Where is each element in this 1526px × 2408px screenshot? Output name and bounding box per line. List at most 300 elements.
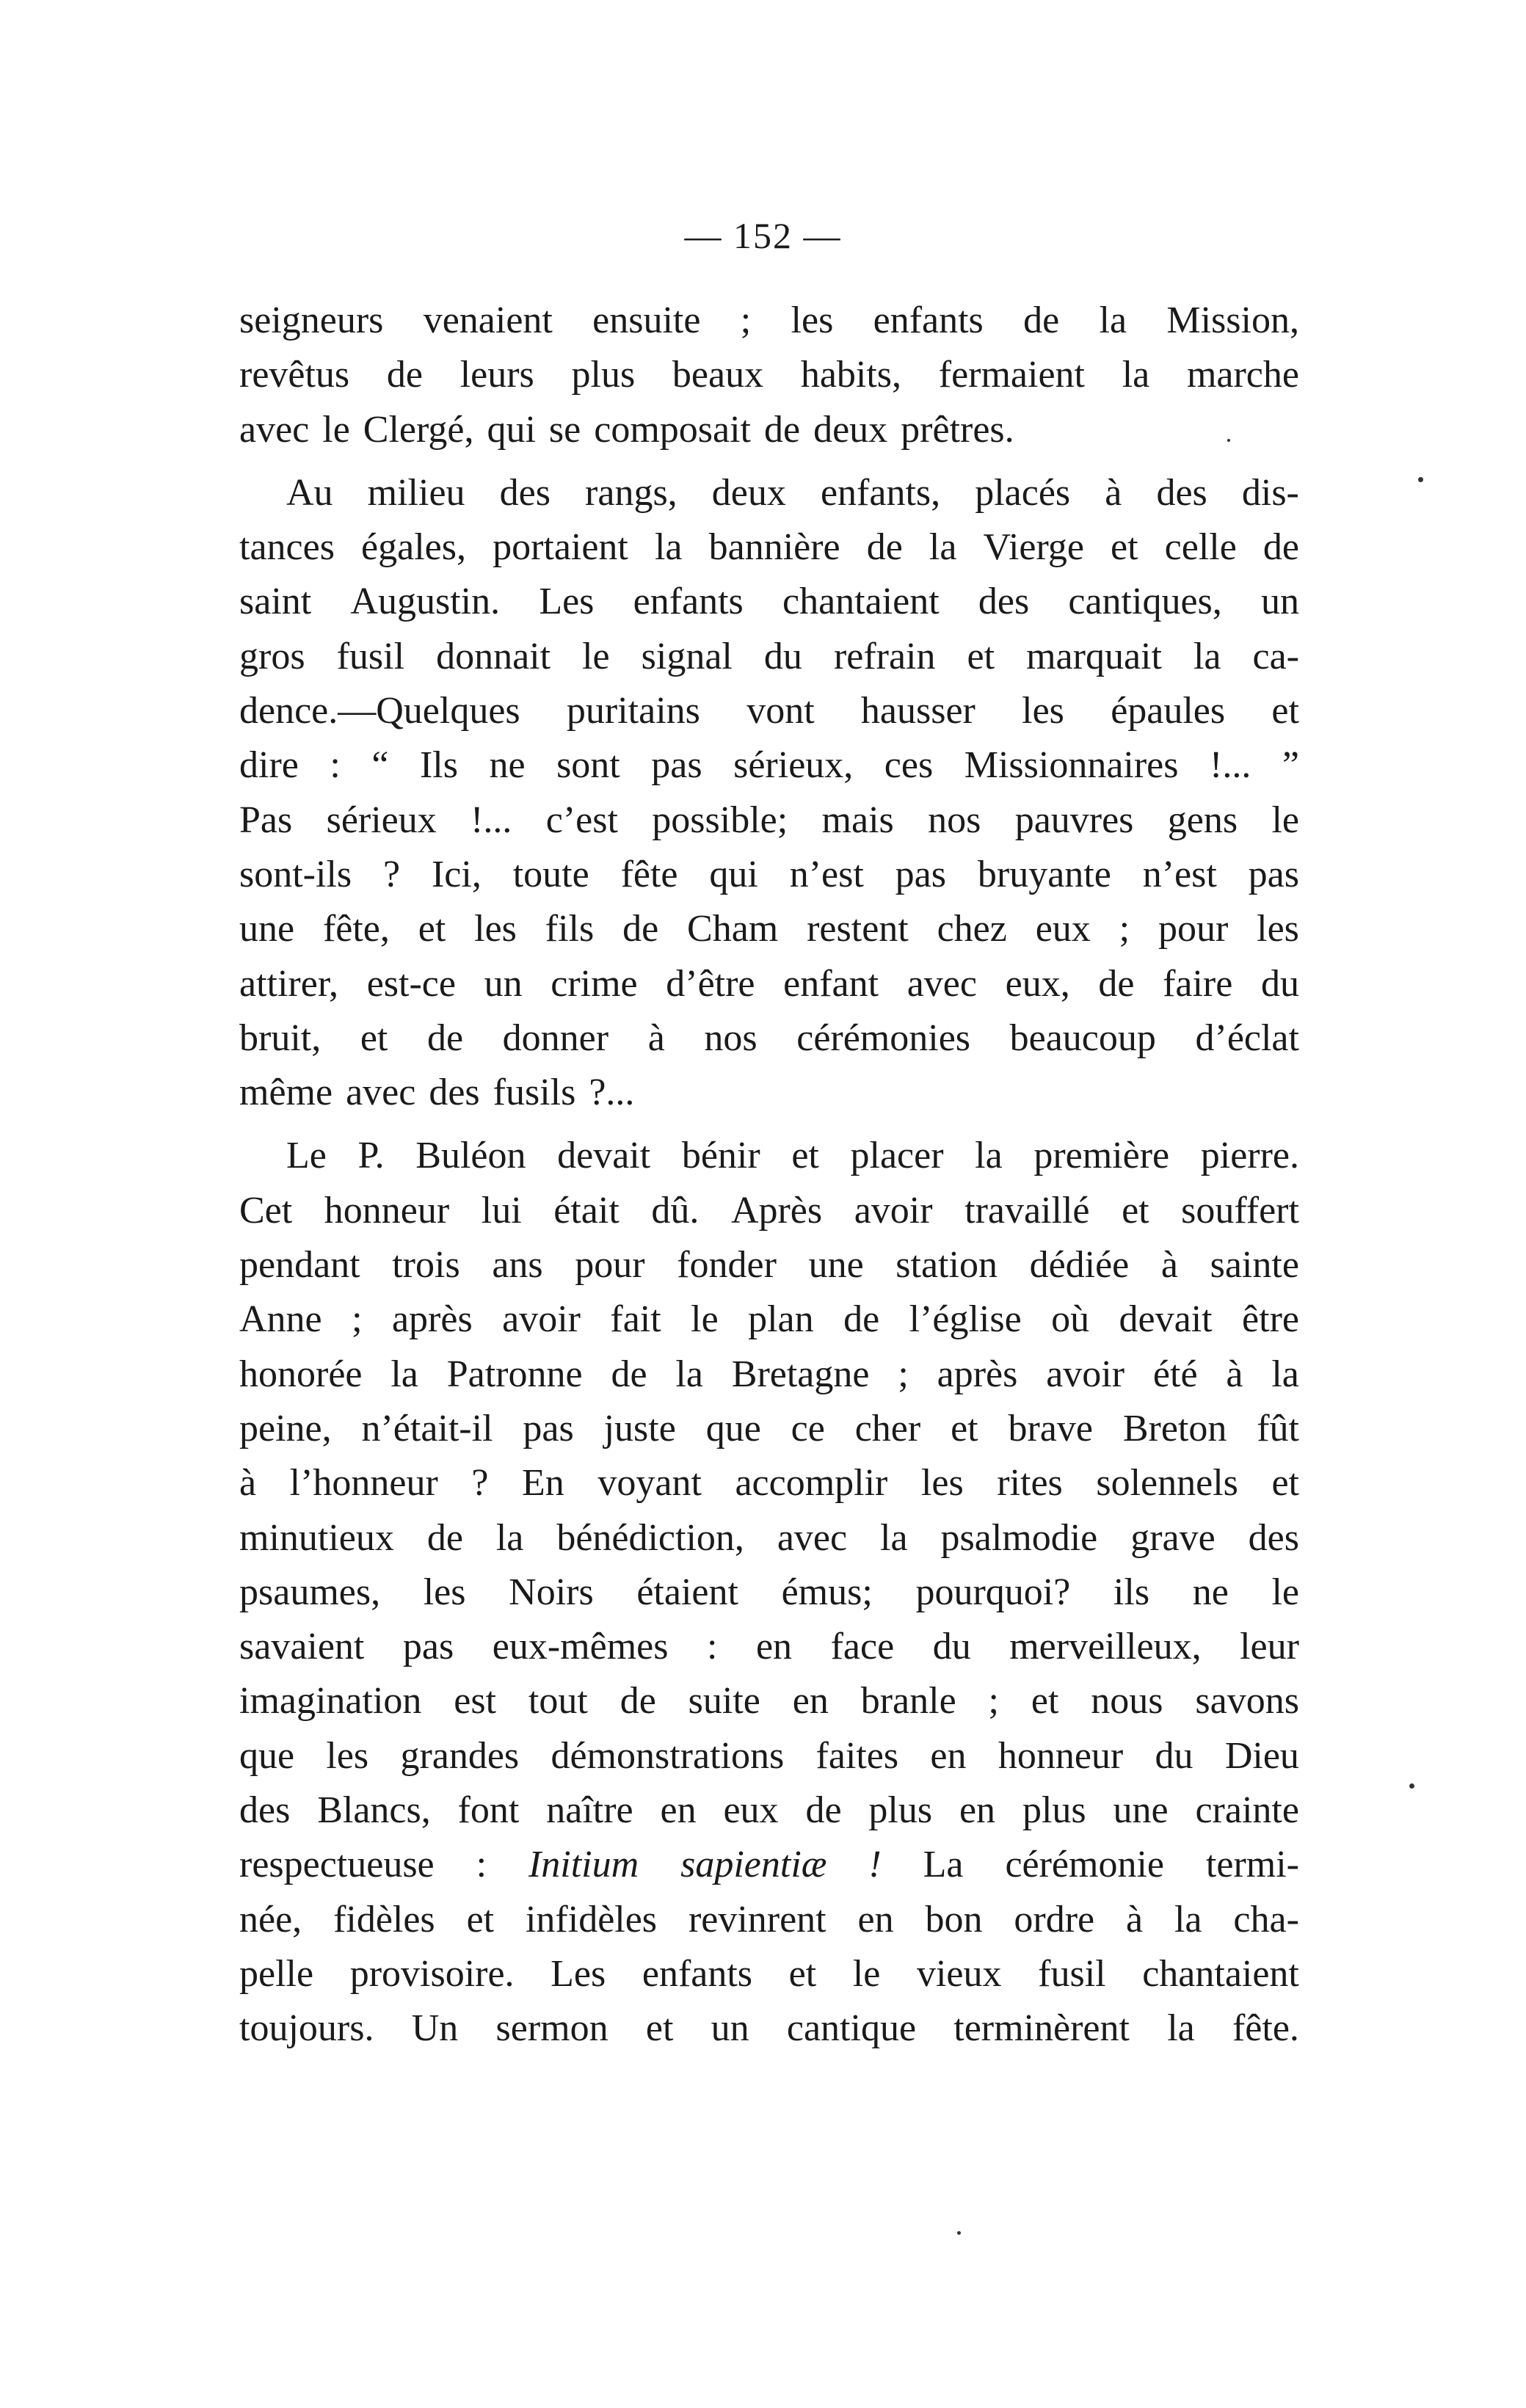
word: pas bbox=[523, 1407, 574, 1449]
word: la bbox=[1122, 354, 1150, 396]
word: faire bbox=[1163, 962, 1233, 1005]
word: c’est bbox=[545, 799, 618, 841]
word: et bbox=[1122, 1189, 1149, 1232]
word: de bbox=[426, 1016, 464, 1059]
word: ordre bbox=[1014, 1898, 1095, 1940]
word: plus bbox=[1022, 1789, 1086, 1832]
word: Anne bbox=[239, 1298, 322, 1341]
word: tances bbox=[239, 526, 335, 569]
word: sérieux, bbox=[733, 744, 854, 787]
word: et bbox=[791, 1135, 819, 1177]
word: fût bbox=[1257, 1407, 1299, 1449]
word: chantaient bbox=[782, 581, 940, 623]
word: portaient bbox=[493, 526, 628, 569]
word: de bbox=[763, 408, 801, 451]
word: à bbox=[647, 1016, 665, 1059]
text-line bbox=[239, 1129, 1299, 1183]
word: travaillé bbox=[964, 1189, 1090, 1232]
word: la bbox=[880, 1516, 908, 1559]
text-line bbox=[239, 1456, 1299, 1510]
word: émus; bbox=[781, 1571, 873, 1613]
word: station bbox=[895, 1244, 998, 1287]
word: ne bbox=[1192, 1571, 1229, 1613]
word: placer bbox=[850, 1135, 944, 1177]
word: deux bbox=[711, 471, 786, 514]
word: bénédiction, bbox=[556, 1516, 744, 1559]
word: la bbox=[975, 1135, 1003, 1177]
word: brave bbox=[1008, 1407, 1093, 1449]
word: ensuite bbox=[592, 299, 701, 341]
word: marquait bbox=[1026, 635, 1162, 677]
word: Le bbox=[286, 1135, 327, 1177]
word: termi- bbox=[1205, 1844, 1299, 1886]
word: en bbox=[660, 1789, 697, 1832]
word: chez bbox=[937, 908, 1007, 950]
word: un bbox=[484, 962, 523, 1005]
word: et bbox=[1031, 1680, 1059, 1723]
word: fils bbox=[545, 908, 595, 950]
word: cher bbox=[854, 1407, 921, 1449]
word: provisoire. bbox=[349, 1952, 515, 1995]
word: Buléon bbox=[415, 1135, 526, 1177]
word: n’est bbox=[1142, 853, 1217, 895]
word: et bbox=[360, 1016, 388, 1059]
word: en bbox=[792, 1680, 829, 1723]
word: possible; bbox=[652, 799, 788, 841]
word: être bbox=[1242, 1298, 1299, 1341]
word: placés bbox=[975, 471, 1071, 514]
word: habits, bbox=[800, 354, 902, 396]
word: prêtres. bbox=[901, 408, 1014, 451]
word: égales, bbox=[361, 526, 466, 569]
text-line bbox=[239, 348, 1299, 402]
word: deux bbox=[813, 408, 888, 451]
word: à bbox=[1126, 1898, 1144, 1940]
word: avoir bbox=[1046, 1353, 1125, 1395]
word: pierre. bbox=[1200, 1135, 1299, 1177]
word: Clergé, bbox=[363, 408, 474, 451]
word: la bbox=[675, 1353, 703, 1395]
word: pourquoi? bbox=[915, 1571, 1071, 1613]
text-line bbox=[239, 848, 1299, 902]
word: leur bbox=[1240, 1626, 1299, 1668]
word: ces bbox=[884, 744, 934, 787]
word: pour bbox=[1158, 908, 1229, 950]
word: que bbox=[239, 1734, 295, 1777]
word: eux bbox=[723, 1789, 779, 1832]
word: enfants bbox=[633, 581, 744, 623]
word: du bbox=[1155, 1734, 1193, 1777]
word: devait bbox=[557, 1135, 651, 1177]
word: souffert bbox=[1181, 1189, 1299, 1232]
word: à bbox=[1226, 1353, 1243, 1395]
word: l’honneur bbox=[289, 1462, 438, 1505]
word: de bbox=[620, 1680, 656, 1723]
word: P. bbox=[357, 1135, 385, 1177]
word: sont bbox=[556, 744, 620, 787]
word: gros bbox=[239, 635, 305, 677]
text-line bbox=[239, 1066, 1299, 1120]
word: ils bbox=[1113, 1571, 1150, 1613]
word: faites bbox=[815, 1734, 899, 1777]
word: les bbox=[920, 1462, 964, 1505]
word: des bbox=[978, 581, 1030, 623]
word: Missionnaires bbox=[964, 744, 1179, 787]
word: beaux bbox=[672, 354, 764, 396]
word: n’était-il bbox=[361, 1407, 493, 1449]
word: beaucoup bbox=[1009, 1016, 1156, 1059]
word: cantiques, bbox=[1068, 581, 1222, 623]
word: l’église bbox=[909, 1298, 1022, 1341]
word: fait bbox=[610, 1298, 661, 1341]
word: le bbox=[1271, 1571, 1299, 1613]
word: le bbox=[852, 1952, 881, 1995]
print-speck bbox=[1409, 1783, 1414, 1789]
word: Noirs bbox=[509, 1571, 594, 1613]
word: la bbox=[1099, 299, 1127, 341]
word: minutieux bbox=[239, 1516, 394, 1559]
word: la bbox=[929, 526, 957, 569]
word: qui bbox=[709, 853, 758, 895]
word: bannière bbox=[708, 526, 840, 569]
word: la bbox=[495, 1516, 524, 1559]
word: fusils bbox=[493, 1072, 576, 1114]
word: fête, bbox=[322, 908, 390, 950]
print-speck bbox=[957, 2231, 961, 2235]
word: avoir bbox=[854, 1189, 933, 1232]
word: la bbox=[1193, 635, 1221, 677]
word: une bbox=[1113, 1789, 1169, 1832]
word: psaumes, bbox=[239, 1571, 381, 1613]
text-line bbox=[239, 684, 1299, 738]
word: et bbox=[645, 2007, 674, 2050]
word: nos bbox=[704, 1016, 757, 1059]
text-line bbox=[239, 1347, 1299, 1402]
text-line bbox=[239, 630, 1299, 684]
word: des bbox=[429, 1072, 480, 1114]
word: nous bbox=[1091, 1680, 1163, 1723]
word: ans bbox=[492, 1244, 543, 1287]
word: Au bbox=[286, 471, 333, 514]
word: de bbox=[1098, 962, 1135, 1005]
text-line bbox=[239, 793, 1299, 848]
word: et bbox=[418, 908, 446, 950]
word: du bbox=[763, 635, 802, 677]
word: en bbox=[959, 1789, 996, 1832]
word: la bbox=[654, 526, 683, 569]
word: ; bbox=[740, 299, 752, 341]
word: ; bbox=[352, 1298, 363, 1341]
word: venaient bbox=[423, 299, 553, 341]
word: savons bbox=[1195, 1680, 1299, 1723]
word: la bbox=[1167, 2007, 1195, 2050]
word: Un bbox=[411, 2007, 459, 2050]
word: enfants, bbox=[820, 471, 941, 514]
word: tout bbox=[528, 1680, 588, 1723]
word: crainte bbox=[1195, 1789, 1299, 1832]
word: de bbox=[622, 908, 659, 950]
word: avec bbox=[346, 1072, 416, 1114]
word: juste bbox=[603, 1407, 676, 1449]
word: fête bbox=[620, 853, 678, 895]
word: grave bbox=[1130, 1516, 1216, 1559]
text-line bbox=[239, 902, 1299, 956]
print-speck bbox=[1418, 477, 1423, 482]
word: marche bbox=[1186, 354, 1299, 396]
word: seigneurs bbox=[239, 299, 384, 341]
word: les bbox=[326, 1734, 369, 1777]
word: mais bbox=[821, 799, 894, 841]
word: ca- bbox=[1252, 635, 1299, 677]
word: est-ce bbox=[366, 962, 456, 1005]
word: pas bbox=[1248, 853, 1299, 895]
word: les bbox=[791, 299, 834, 341]
word: avec bbox=[906, 962, 977, 1005]
word: avec bbox=[777, 1516, 848, 1559]
word: des bbox=[239, 1789, 291, 1832]
word: en bbox=[930, 1734, 967, 1777]
word: à bbox=[239, 1462, 257, 1505]
word: honneur bbox=[998, 1734, 1124, 1777]
word: ; bbox=[898, 1353, 909, 1395]
word: donnait bbox=[436, 635, 551, 677]
word: Les bbox=[539, 581, 595, 623]
word: épaules bbox=[1111, 690, 1226, 732]
word: des bbox=[499, 471, 551, 514]
text-line bbox=[239, 520, 1299, 575]
word: revêtus bbox=[239, 354, 350, 396]
word: à bbox=[1105, 471, 1122, 514]
word: enfants bbox=[873, 299, 984, 341]
word: fête. bbox=[1232, 2007, 1299, 2050]
word: Patronne bbox=[446, 1353, 583, 1395]
word: est bbox=[454, 1680, 497, 1723]
word: ? bbox=[471, 1462, 489, 1505]
word: grandes bbox=[400, 1734, 520, 1777]
word: trois bbox=[392, 1244, 460, 1287]
word: après bbox=[937, 1353, 1018, 1395]
text-line bbox=[239, 1184, 1299, 1238]
word: respectueuse bbox=[239, 1844, 435, 1886]
word: les bbox=[1022, 690, 1064, 732]
word: eux-mêmes bbox=[492, 1626, 669, 1668]
print-speck bbox=[1227, 439, 1230, 442]
text-line bbox=[239, 1893, 1299, 1947]
word: en bbox=[755, 1626, 793, 1668]
word: honorée bbox=[239, 1353, 363, 1395]
word: eux bbox=[1035, 908, 1091, 950]
word: refrain bbox=[833, 635, 936, 677]
word: chantaient bbox=[1142, 1952, 1299, 1995]
word: de bbox=[843, 1298, 880, 1341]
word: de bbox=[426, 1516, 463, 1559]
word: psalmodie bbox=[940, 1516, 1098, 1559]
word: fusil bbox=[336, 635, 405, 677]
word: attirer, bbox=[239, 962, 339, 1005]
word: fermaient bbox=[938, 354, 1085, 396]
word: bruit, bbox=[239, 1016, 321, 1059]
word: eux, bbox=[1005, 962, 1070, 1005]
word: restent bbox=[807, 908, 909, 950]
word: fonder bbox=[677, 1244, 777, 1287]
word: enfant bbox=[783, 962, 879, 1005]
word: donner bbox=[502, 1016, 609, 1059]
word: terminèrent bbox=[953, 2007, 1130, 2050]
text-line bbox=[239, 738, 1299, 793]
word: puritains bbox=[566, 690, 700, 732]
word: un bbox=[1260, 581, 1299, 623]
word: infidèles bbox=[525, 1898, 658, 1940]
word: nos bbox=[928, 799, 981, 841]
text-line bbox=[239, 1402, 1299, 1456]
word: ; bbox=[1119, 908, 1130, 950]
word: vieux bbox=[916, 1952, 1002, 1995]
word: le bbox=[691, 1298, 719, 1341]
word: qui bbox=[487, 408, 536, 451]
word: revinrent bbox=[688, 1898, 826, 1940]
text-line bbox=[239, 1292, 1299, 1347]
word: !... bbox=[470, 799, 512, 841]
word: face bbox=[830, 1626, 895, 1668]
word: d’éclat bbox=[1195, 1016, 1299, 1059]
word: signal bbox=[641, 635, 733, 677]
word: bénir bbox=[681, 1135, 760, 1177]
word: du bbox=[1260, 962, 1299, 1005]
text-line bbox=[239, 1838, 1299, 1892]
text-line bbox=[239, 1620, 1299, 1674]
word: En bbox=[522, 1462, 564, 1505]
word: plan bbox=[748, 1298, 814, 1341]
word: que bbox=[705, 1407, 761, 1449]
word: Blancs, bbox=[317, 1789, 431, 1832]
text-line bbox=[239, 403, 1299, 457]
word: Breton bbox=[1122, 1407, 1227, 1449]
word: de bbox=[805, 1789, 842, 1832]
word: : bbox=[330, 744, 341, 787]
word: une bbox=[808, 1244, 864, 1287]
word: Dieu bbox=[1224, 1734, 1299, 1777]
word: dence.—Quelques bbox=[239, 690, 520, 732]
word: Initium bbox=[528, 1844, 639, 1886]
word: n’est bbox=[789, 853, 864, 895]
word: ” bbox=[1282, 744, 1299, 787]
word: Mission, bbox=[1166, 299, 1299, 341]
word: toute bbox=[512, 853, 589, 895]
word: savaient bbox=[239, 1626, 365, 1668]
word: à bbox=[1160, 1244, 1178, 1287]
word: Cet bbox=[239, 1189, 293, 1232]
word: se bbox=[548, 408, 581, 451]
word: enfants bbox=[642, 1952, 753, 1995]
word: d’être bbox=[666, 962, 755, 1005]
word: de bbox=[1023, 299, 1060, 341]
word: rangs, bbox=[585, 471, 677, 514]
word: cha- bbox=[1233, 1898, 1299, 1940]
word: de bbox=[611, 1353, 647, 1395]
word: pas bbox=[895, 853, 946, 895]
word: était bbox=[553, 1189, 620, 1232]
word: Les bbox=[551, 1952, 606, 1995]
word: une bbox=[239, 908, 295, 950]
word: des bbox=[1156, 471, 1207, 514]
word: branle bbox=[860, 1680, 956, 1723]
text-line bbox=[239, 2001, 1299, 2056]
word: solennels bbox=[1096, 1462, 1238, 1505]
word: et bbox=[1111, 526, 1138, 569]
word: un bbox=[711, 2007, 749, 2050]
word: lui bbox=[481, 1189, 522, 1232]
word: imagination bbox=[239, 1680, 422, 1723]
word: vont bbox=[746, 690, 815, 732]
word: pelle bbox=[239, 1952, 314, 1995]
word: rites bbox=[997, 1462, 1063, 1505]
word: Bretagne bbox=[731, 1353, 870, 1395]
text-line bbox=[239, 1511, 1299, 1565]
text-line bbox=[239, 294, 1299, 348]
text-line bbox=[239, 1238, 1299, 1292]
word: peine, bbox=[239, 1407, 332, 1449]
word: Cham bbox=[687, 908, 779, 950]
word: honneur bbox=[324, 1189, 450, 1232]
word: Augustin. bbox=[350, 581, 501, 623]
word: fusil bbox=[1038, 1952, 1106, 1995]
word: font bbox=[457, 1789, 520, 1832]
word: Après bbox=[730, 1189, 823, 1232]
word: crime bbox=[551, 962, 638, 1005]
word: sermon bbox=[495, 2007, 608, 2050]
word: pendant bbox=[239, 1244, 360, 1287]
word: le bbox=[582, 635, 610, 677]
word: en bbox=[857, 1898, 894, 1940]
word: voyant bbox=[597, 1462, 702, 1505]
word: accomplir bbox=[735, 1462, 888, 1505]
word: été bbox=[1152, 1353, 1198, 1395]
word: même bbox=[239, 1072, 333, 1114]
word: !... bbox=[1210, 744, 1251, 787]
word: Ils bbox=[419, 744, 458, 787]
word: bon bbox=[925, 1898, 983, 1940]
word: suite bbox=[688, 1680, 760, 1723]
word: bruyante bbox=[977, 853, 1111, 895]
word: et bbox=[1271, 1462, 1299, 1505]
word: ! bbox=[868, 1844, 882, 1886]
word: “ bbox=[371, 744, 389, 787]
word: du bbox=[932, 1626, 971, 1668]
word: les bbox=[1257, 908, 1299, 950]
word: la bbox=[390, 1353, 418, 1395]
word: milieu bbox=[367, 471, 465, 514]
word: et bbox=[951, 1407, 978, 1449]
word: le bbox=[322, 408, 350, 451]
word: dire bbox=[239, 744, 299, 787]
word: première bbox=[1033, 1135, 1170, 1177]
word: composait bbox=[594, 408, 751, 451]
word: de bbox=[386, 354, 423, 396]
word: les bbox=[423, 1571, 466, 1613]
word: : bbox=[706, 1626, 718, 1668]
word: des bbox=[1248, 1516, 1299, 1559]
word: et bbox=[1271, 690, 1299, 732]
word: sérieux bbox=[326, 799, 437, 841]
word: sapientiæ bbox=[680, 1844, 827, 1886]
word: celle bbox=[1164, 526, 1237, 569]
word: pour bbox=[575, 1244, 645, 1287]
text-line bbox=[239, 1011, 1299, 1066]
word: dû. bbox=[651, 1189, 700, 1232]
word: saint bbox=[239, 581, 312, 623]
word: ?... bbox=[589, 1072, 635, 1114]
word: pauvres bbox=[1014, 799, 1134, 841]
